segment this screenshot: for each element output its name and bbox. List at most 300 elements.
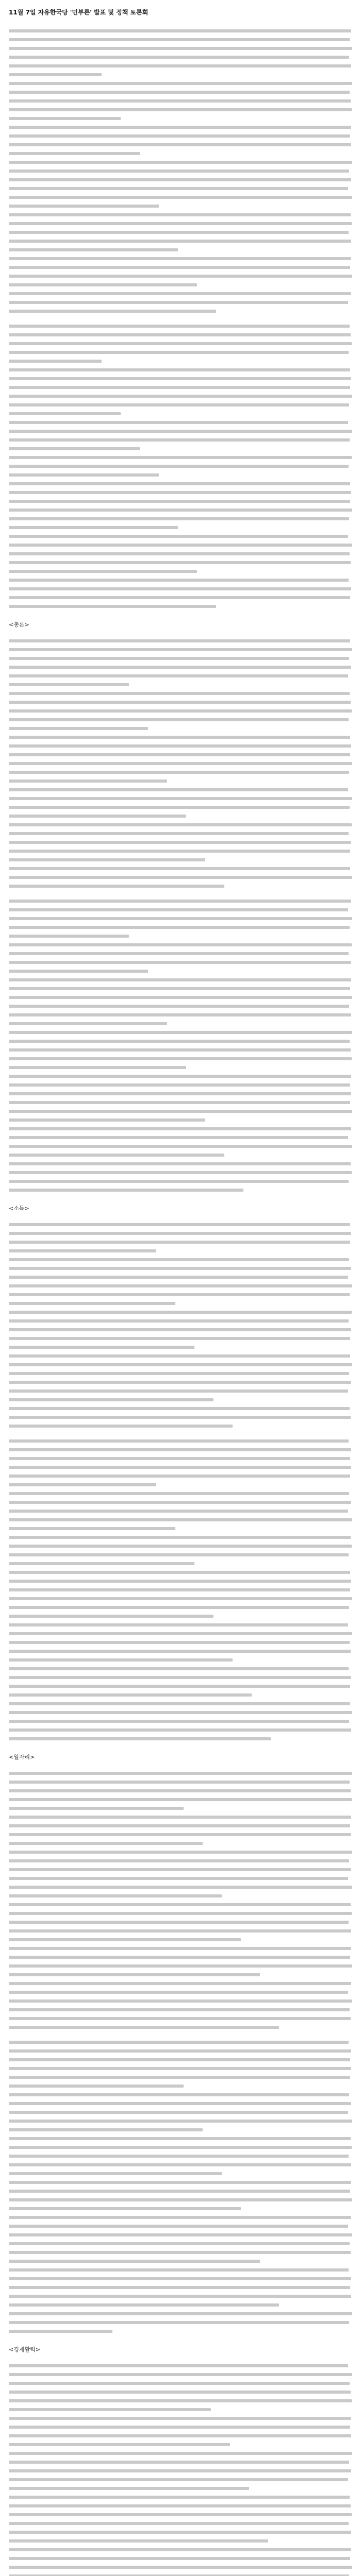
text-line bbox=[9, 1184, 352, 1193]
text-line bbox=[9, 2036, 352, 2045]
text-line bbox=[9, 1785, 352, 1793]
redacted-text-bar bbox=[9, 1597, 352, 1600]
text-line bbox=[9, 451, 352, 460]
redacted-text-bar bbox=[9, 1938, 241, 1941]
redacted-text-bar bbox=[9, 1354, 350, 1358]
redacted-text-bar bbox=[9, 2067, 351, 2070]
redacted-text-bar bbox=[9, 2120, 352, 2123]
text-line bbox=[9, 2273, 352, 2281]
redacted-text-bar bbox=[9, 1180, 349, 1183]
text-line bbox=[9, 574, 352, 583]
text-line bbox=[9, 156, 352, 165]
text-line bbox=[9, 1671, 352, 1680]
redacted-text-bar bbox=[9, 996, 352, 999]
redacted-text-bar bbox=[9, 1685, 350, 1688]
text-line bbox=[9, 2150, 352, 2159]
text-line bbox=[9, 539, 352, 548]
redacted-text-bar bbox=[9, 430, 352, 433]
redacted-text-bar bbox=[9, 926, 350, 929]
text-line bbox=[9, 956, 352, 965]
text-line bbox=[9, 1306, 352, 1315]
text-line bbox=[9, 1890, 352, 1899]
text-line bbox=[9, 757, 352, 766]
redacted-text-bar bbox=[9, 152, 140, 155]
redacted-text-bar bbox=[9, 2076, 350, 2079]
redacted-text-bar bbox=[9, 1092, 351, 1095]
redacted-text-bar bbox=[9, 2102, 351, 2105]
redacted-text-bar bbox=[9, 1501, 351, 1504]
text-line bbox=[9, 1253, 352, 1262]
text-line bbox=[9, 2447, 352, 2456]
text-line bbox=[9, 2185, 352, 2194]
redacted-text-bar bbox=[9, 2312, 352, 2315]
text-line bbox=[9, 1575, 352, 1584]
text-line bbox=[9, 1289, 352, 1297]
paragraph bbox=[9, 895, 352, 1193]
text-line bbox=[9, 1166, 352, 1175]
text-line bbox=[9, 965, 352, 974]
redacted-text-bar bbox=[9, 99, 351, 103]
text-line bbox=[9, 2570, 352, 2576]
redacted-text-bar bbox=[9, 832, 349, 835]
redacted-text-bar bbox=[9, 692, 350, 695]
redacted-text-bar bbox=[9, 1947, 351, 1950]
redacted-text-bar bbox=[9, 908, 348, 911]
text-line bbox=[9, 1149, 352, 1158]
redacted-text-bar bbox=[9, 718, 349, 721]
text-line bbox=[9, 1592, 352, 1601]
text-line bbox=[9, 1881, 352, 1890]
redacted-text-bar bbox=[9, 1457, 350, 1460]
text-line bbox=[9, 86, 352, 95]
redacted-text-bar bbox=[9, 1571, 350, 1574]
text-line bbox=[9, 1951, 352, 1960]
text-line bbox=[9, 2080, 352, 2089]
text-line bbox=[9, 130, 352, 139]
redacted-text-bar bbox=[9, 2382, 350, 2385]
redacted-text-bar bbox=[9, 535, 348, 538]
text-line bbox=[9, 364, 352, 372]
redacted-text-bar bbox=[9, 639, 350, 642]
redacted-text-bar bbox=[9, 2242, 350, 2245]
text-line bbox=[9, 42, 352, 51]
text-line bbox=[9, 670, 352, 679]
paragraph bbox=[9, 635, 352, 889]
redacted-text-bar bbox=[9, 403, 349, 406]
text-line bbox=[9, 1324, 352, 1332]
redacted-text-bar bbox=[9, 2155, 349, 2158]
redacted-text-bar bbox=[9, 248, 178, 251]
text-line bbox=[9, 2491, 352, 2500]
text-line bbox=[9, 244, 352, 252]
redacted-text-bar bbox=[9, 1048, 351, 1052]
text-line bbox=[9, 1053, 352, 1061]
text-line bbox=[9, 1394, 352, 1402]
text-line bbox=[9, 810, 352, 819]
redacted-text-bar bbox=[9, 683, 129, 686]
redacted-text-bar bbox=[9, 2487, 249, 2490]
text-line bbox=[9, 469, 352, 478]
text-line bbox=[9, 991, 352, 1000]
redacted-text-bar bbox=[9, 1973, 260, 1976]
redacted-text-bar bbox=[9, 2391, 351, 2394]
text-line bbox=[9, 2473, 352, 2482]
text-line bbox=[9, 1837, 352, 1846]
section-heading: <소득> bbox=[9, 1205, 29, 1212]
redacted-text-bar bbox=[9, 1518, 352, 1521]
redacted-text-bar bbox=[9, 473, 159, 477]
text-line bbox=[9, 1934, 352, 1942]
text-line bbox=[9, 1376, 352, 1385]
redacted-text-bar bbox=[9, 2111, 348, 2114]
text-line bbox=[9, 775, 352, 784]
redacted-text-bar bbox=[9, 1781, 350, 1784]
redacted-text-bar bbox=[9, 2198, 352, 2201]
redacted-text-bar bbox=[9, 2531, 351, 2534]
redacted-text-bar bbox=[9, 283, 197, 286]
text-line bbox=[9, 1872, 352, 1881]
redacted-text-bar bbox=[9, 421, 348, 424]
redacted-text-bar bbox=[9, 1623, 348, 1626]
redacted-text-bar bbox=[9, 1833, 351, 1836]
text-line bbox=[9, 679, 352, 687]
text-line bbox=[9, 1079, 352, 1088]
redacted-text-bar bbox=[9, 1276, 348, 1279]
text-line bbox=[9, 643, 352, 652]
text-line bbox=[9, 1689, 352, 1698]
text-line bbox=[9, 930, 352, 939]
redacted-text-bar bbox=[9, 1110, 352, 1113]
redacted-text-bar bbox=[9, 2408, 211, 2411]
text-line bbox=[9, 296, 352, 305]
redacted-text-bar bbox=[9, 666, 351, 669]
text-line bbox=[9, 1899, 352, 1907]
text-line bbox=[9, 1846, 352, 1855]
text-line bbox=[9, 1061, 352, 1070]
redacted-text-bar bbox=[9, 1483, 156, 1486]
text-line bbox=[9, 947, 352, 956]
redacted-text-bar bbox=[9, 2426, 350, 2429]
redacted-text-bar bbox=[9, 509, 352, 512]
redacted-text-bar bbox=[9, 292, 351, 295]
redacted-text-bar bbox=[9, 2461, 349, 2464]
text-line bbox=[9, 1960, 352, 1969]
text-line bbox=[9, 1811, 352, 1820]
redacted-text-bar bbox=[9, 2295, 351, 2298]
text-line bbox=[9, 408, 352, 416]
text-line bbox=[9, 270, 352, 279]
redacted-text-bar bbox=[9, 377, 351, 380]
redacted-text-bar bbox=[9, 806, 350, 809]
redacted-text-bar bbox=[9, 1171, 352, 1174]
redacted-text-bar bbox=[9, 2504, 351, 2507]
redacted-text-bar bbox=[9, 2513, 352, 2516]
redacted-text-bar bbox=[9, 978, 351, 981]
redacted-text-bar bbox=[9, 1956, 350, 1959]
text-line bbox=[9, 1297, 352, 1306]
redacted-text-bar bbox=[9, 438, 350, 442]
text-line bbox=[9, 1776, 352, 1785]
text-line bbox=[9, 2106, 352, 2115]
redacted-text-bar bbox=[9, 342, 352, 345]
redacted-text-bar bbox=[9, 187, 348, 190]
redacted-text-bar bbox=[9, 1302, 175, 1305]
redacted-text-bar bbox=[9, 943, 352, 946]
text-line bbox=[9, 217, 352, 226]
redacted-text-bar bbox=[9, 360, 102, 363]
redacted-text-bar bbox=[9, 1903, 351, 1906]
redacted-text-bar bbox=[9, 2539, 268, 2543]
redacted-text-bar bbox=[9, 91, 350, 94]
redacted-text-bar bbox=[9, 1031, 352, 1034]
text-line bbox=[9, 1359, 352, 1367]
text-line bbox=[9, 2386, 352, 2395]
text-line bbox=[9, 792, 352, 801]
text-line bbox=[9, 2377, 352, 2386]
redacted-text-bar bbox=[9, 2303, 279, 2307]
text-line bbox=[9, 329, 352, 337]
text-line bbox=[9, 60, 352, 69]
redacted-text-bar bbox=[9, 1328, 351, 1331]
text-line bbox=[9, 600, 352, 609]
redacted-text-bar bbox=[9, 29, 351, 32]
text-line bbox=[9, 974, 352, 982]
redacted-text-bar bbox=[9, 1982, 351, 1985]
redacted-text-bar bbox=[9, 1136, 348, 1139]
redacted-text-bar bbox=[9, 1057, 352, 1060]
text-line bbox=[9, 696, 352, 705]
text-line bbox=[9, 1420, 352, 1429]
redacted-text-bar bbox=[9, 2093, 349, 2096]
redacted-text-bar bbox=[9, 815, 186, 818]
text-line bbox=[9, 1986, 352, 1995]
text-line bbox=[9, 513, 352, 521]
redacted-text-bar bbox=[9, 709, 352, 713]
redacted-text-bar bbox=[9, 2522, 349, 2525]
redacted-text-bar bbox=[9, 266, 350, 269]
redacted-text-bar bbox=[9, 657, 349, 660]
text-line bbox=[9, 2229, 352, 2238]
text-line bbox=[9, 1026, 352, 1035]
redacted-text-bar bbox=[9, 744, 351, 748]
redacted-text-bar bbox=[9, 1040, 350, 1043]
text-line bbox=[9, 1698, 352, 1706]
text-line bbox=[9, 2124, 352, 2132]
text-line bbox=[9, 2456, 352, 2465]
redacted-text-bar bbox=[9, 2216, 351, 2219]
text-line bbox=[9, 854, 352, 862]
text-line bbox=[9, 1236, 352, 1245]
text-line bbox=[9, 2246, 352, 2255]
redacted-text-bar bbox=[9, 1641, 350, 1644]
redacted-text-bar bbox=[9, 1249, 156, 1252]
redacted-text-bar bbox=[9, 82, 352, 85]
text-line bbox=[9, 1487, 352, 1496]
text-line bbox=[9, 425, 352, 434]
redacted-text-bar bbox=[9, 2146, 352, 2149]
redacted-text-bar bbox=[9, 858, 205, 861]
redacted-text-bar bbox=[9, 231, 349, 234]
redacted-text-bar bbox=[9, 1859, 349, 1862]
text-line bbox=[9, 2421, 352, 2430]
redacted-text-bar bbox=[9, 1894, 222, 1897]
redacted-text-bar bbox=[9, 2181, 351, 2184]
redacted-text-bar bbox=[9, 1311, 352, 1314]
redacted-text-bar bbox=[9, 1439, 349, 1443]
redacted-text-bar bbox=[9, 552, 350, 555]
redacted-text-bar bbox=[9, 917, 352, 920]
redacted-text-bar bbox=[9, 1658, 233, 1662]
redacted-text-bar bbox=[9, 736, 350, 739]
text-line bbox=[9, 1385, 352, 1394]
text-line bbox=[9, 845, 352, 854]
text-line bbox=[9, 1628, 352, 1636]
text-line bbox=[9, 1332, 352, 1341]
text-line bbox=[9, 1018, 352, 1026]
text-line bbox=[9, 305, 352, 314]
text-line bbox=[9, 2509, 352, 2517]
redacted-text-bar bbox=[9, 2049, 351, 2053]
redacted-text-bar bbox=[9, 952, 349, 955]
text-line bbox=[9, 1715, 352, 1724]
text-line bbox=[9, 1566, 352, 1575]
redacted-text-bar bbox=[9, 2058, 350, 2061]
redacted-text-bar bbox=[9, 1101, 350, 1104]
text-line bbox=[9, 2299, 352, 2308]
text-line bbox=[9, 2368, 352, 2377]
redacted-text-bar bbox=[9, 161, 352, 164]
text-line bbox=[9, 2012, 352, 2021]
text-line bbox=[9, 731, 352, 740]
redacted-text-bar bbox=[9, 970, 148, 973]
text-line bbox=[9, 836, 352, 845]
redacted-text-bar bbox=[9, 447, 140, 450]
text-line bbox=[9, 1315, 352, 1324]
text-line bbox=[9, 1140, 352, 1149]
redacted-text-bar bbox=[9, 823, 352, 826]
redacted-text-bar bbox=[9, 2026, 279, 2029]
text-line bbox=[9, 2021, 352, 2030]
text-line bbox=[9, 390, 352, 399]
text-line bbox=[9, 1461, 352, 1470]
redacted-text-bar bbox=[9, 1886, 352, 1889]
redacted-text-bar bbox=[9, 1667, 349, 1670]
text-line bbox=[9, 1977, 352, 1986]
text-line bbox=[9, 1733, 352, 1741]
text-line bbox=[9, 705, 352, 714]
text-line bbox=[9, 1706, 352, 1715]
redacted-text-bar bbox=[9, 2128, 203, 2131]
redacted-text-bar bbox=[9, 1929, 351, 1933]
redacted-text-bar bbox=[9, 1807, 184, 1810]
redacted-text-bar bbox=[9, 2496, 350, 2499]
text-line bbox=[9, 209, 352, 217]
redacted-text-bar bbox=[9, 2008, 350, 2011]
redacted-text-bar bbox=[9, 1562, 194, 1565]
text-line bbox=[9, 1995, 352, 2004]
redacted-text-bar bbox=[9, 2399, 352, 2402]
redacted-text-bar bbox=[9, 605, 216, 608]
text-line bbox=[9, 548, 352, 556]
text-line bbox=[9, 2255, 352, 2264]
text-line bbox=[9, 921, 352, 930]
redacted-text-bar bbox=[9, 1127, 351, 1130]
text-line bbox=[9, 2194, 352, 2202]
text-line bbox=[9, 1680, 352, 1689]
redacted-text-bar bbox=[9, 1416, 351, 1419]
text-line bbox=[9, 355, 352, 364]
redacted-text-bar bbox=[9, 395, 352, 398]
redacted-text-bar bbox=[9, 2557, 350, 2560]
redacted-text-bar bbox=[9, 1536, 351, 1539]
redacted-text-bar bbox=[9, 1588, 350, 1591]
redacted-text-bar bbox=[9, 753, 350, 756]
redacted-text-bar bbox=[9, 351, 349, 354]
redacted-text-bar bbox=[9, 1921, 349, 1924]
redacted-text-bar bbox=[9, 961, 351, 964]
redacted-text-bar bbox=[9, 570, 197, 573]
text-line bbox=[9, 556, 352, 565]
redacted-text-bar bbox=[9, 73, 102, 76]
text-line bbox=[9, 2290, 352, 2299]
text-line bbox=[9, 1514, 352, 1522]
redacted-text-bar bbox=[9, 1154, 224, 1157]
text-line bbox=[9, 1131, 352, 1140]
redacted-text-bar bbox=[9, 1407, 350, 1410]
text-line bbox=[9, 1280, 352, 1289]
redacted-text-bar bbox=[9, 222, 352, 225]
redacted-text-bar bbox=[9, 1258, 349, 1261]
redacted-text-bar bbox=[9, 1425, 233, 1428]
text-line bbox=[9, 583, 352, 591]
redacted-text-bar bbox=[9, 779, 167, 783]
section-heading: <일자리> bbox=[9, 1754, 35, 1760]
text-line bbox=[9, 1096, 352, 1105]
text-line bbox=[9, 904, 352, 912]
text-line bbox=[9, 2004, 352, 2012]
text-line bbox=[9, 139, 352, 147]
text-line bbox=[9, 1158, 352, 1166]
text-line bbox=[9, 2316, 352, 2325]
paragraph bbox=[9, 25, 352, 314]
redacted-text-bar bbox=[9, 1346, 194, 1349]
redacted-text-bar bbox=[9, 1145, 352, 1148]
redacted-text-bar bbox=[9, 2452, 352, 2455]
text-line bbox=[9, 1969, 352, 1977]
text-line bbox=[9, 51, 352, 60]
text-line bbox=[9, 1557, 352, 1566]
paragraph bbox=[9, 2036, 352, 2334]
redacted-text-bar bbox=[9, 2286, 350, 2289]
text-line bbox=[9, 2544, 352, 2552]
document-body bbox=[9, 25, 352, 2576]
redacted-text-bar bbox=[9, 126, 351, 129]
text-line bbox=[9, 1105, 352, 1114]
text-line bbox=[9, 1610, 352, 1619]
redacted-text-bar bbox=[9, 526, 178, 529]
text-line bbox=[9, 77, 352, 86]
text-line bbox=[9, 1367, 352, 1376]
text-line bbox=[9, 2325, 352, 2334]
redacted-text-bar bbox=[9, 456, 352, 459]
text-line bbox=[9, 1479, 352, 1487]
text-line bbox=[9, 1925, 352, 1934]
text-line bbox=[9, 1341, 352, 1350]
redacted-text-bar bbox=[9, 797, 352, 800]
text-line bbox=[9, 1227, 352, 1236]
text-line bbox=[9, 1452, 352, 1461]
text-line bbox=[9, 982, 352, 991]
